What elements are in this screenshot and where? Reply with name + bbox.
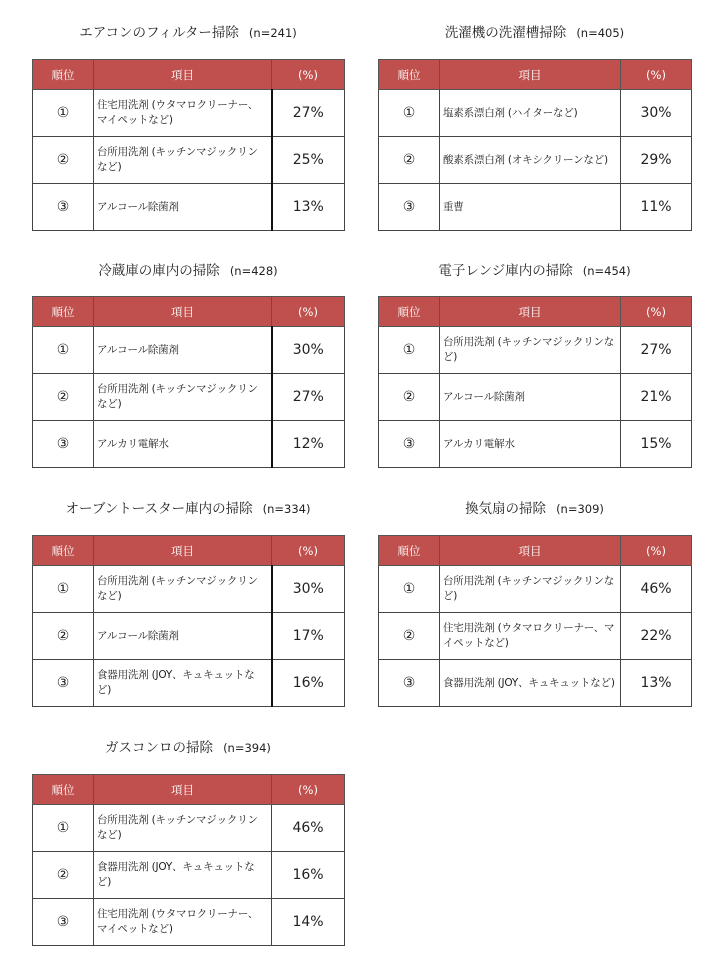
header-row — [379, 536, 692, 566]
percent-cell: 30% — [272, 327, 345, 374]
item-cell: 住宅用洗剤 (ウタマロクリーナー、マイペットなど) — [94, 899, 272, 946]
ranking-block-gas-stove — [32, 737, 344, 951]
percent-cell: 30% — [272, 566, 345, 613]
table-row — [33, 613, 345, 660]
header-item: 項目 — [94, 775, 272, 805]
sample-size: (n=454) — [582, 264, 631, 278]
header-rank: 順位 — [379, 297, 440, 327]
header-pct: (%) — [272, 60, 345, 90]
rank-cell: ① — [379, 566, 440, 613]
percent-cell: 15% — [621, 421, 692, 468]
item-cell: 住宅用洗剤 (ウタマロクリーナー、マイペットなど) — [94, 90, 272, 137]
item-cell: アルコール除菌剤 — [94, 613, 272, 660]
header-pct: (%) — [621, 297, 692, 327]
percent-cell: 11% — [621, 184, 692, 231]
table-row — [33, 566, 345, 613]
header-row — [33, 536, 345, 566]
percent-cell: 46% — [272, 805, 345, 852]
sample-size: (n=309) — [556, 502, 604, 516]
ranking-block-microwave — [378, 260, 691, 472]
item-cell: アルコール除菌剤 — [94, 327, 272, 374]
percent-cell: 14% — [272, 899, 345, 946]
table-row — [379, 90, 692, 137]
header-row — [33, 60, 345, 90]
rank-cell: ③ — [33, 421, 94, 468]
percent-cell: 25% — [272, 137, 345, 184]
header-rank: 順位 — [379, 60, 440, 90]
header-pct: (%) — [272, 775, 345, 805]
table-row — [379, 327, 692, 374]
percent-cell: 27% — [272, 90, 345, 137]
title-text: 換気扇の掃除 — [465, 501, 547, 517]
percent-cell: 17% — [272, 613, 345, 660]
header-item: 項目 — [440, 60, 621, 90]
percent-cell: 12% — [272, 421, 345, 468]
table-row — [379, 137, 692, 184]
block-title — [32, 737, 344, 759]
percent-cell: 27% — [621, 327, 692, 374]
block-title — [32, 498, 344, 520]
table-row — [33, 660, 345, 707]
rank-cell: ② — [33, 137, 94, 184]
title-text: オーブントースター庫内の掃除 — [65, 501, 253, 517]
percent-cell: 46% — [621, 566, 692, 613]
item-cell: 台所用洗剤 (キッチンマジックリンなど) — [94, 805, 272, 852]
percent-cell: 13% — [621, 660, 692, 707]
table-row — [33, 421, 345, 468]
block-title — [32, 22, 344, 44]
header-rank: 順位 — [33, 60, 94, 90]
rank-cell: ① — [33, 805, 94, 852]
ranking-block-fridge — [32, 260, 344, 470]
percent-cell: 30% — [621, 90, 692, 137]
rank-cell: ② — [379, 374, 440, 421]
table-row — [379, 184, 692, 231]
item-cell: 台所用洗剤 (キッチンマジックリンなど) — [94, 137, 272, 184]
ranking-table — [32, 774, 345, 946]
title-text: 電子レンジ庫内の掃除 — [438, 263, 573, 279]
table-row — [33, 184, 345, 231]
title-text: 洗濯機の洗濯槽掃除 — [444, 25, 567, 41]
ranking-block-washing-machine — [378, 22, 691, 236]
item-cell: 食器用洗剤 (JOY、キュキュットなど) — [94, 852, 272, 899]
table-row — [33, 90, 345, 137]
header-pct: (%) — [272, 536, 345, 566]
sample-size: (n=241) — [248, 26, 297, 40]
table-row — [33, 805, 345, 852]
ranking-table — [32, 59, 345, 231]
table-row — [33, 852, 345, 899]
header-rank: 順位 — [379, 536, 440, 566]
header-item: 項目 — [94, 297, 272, 327]
block-title — [378, 260, 691, 282]
percent-cell: 16% — [272, 660, 345, 707]
rank-cell: ① — [379, 327, 440, 374]
ranking-table — [32, 535, 345, 707]
block-title — [378, 498, 691, 520]
header-row — [379, 297, 692, 327]
header-rank: 順位 — [33, 775, 94, 805]
block-title — [378, 22, 691, 44]
rank-cell: ② — [33, 374, 94, 421]
item-cell: 酸素系漂白剤 (オキシクリーンなど) — [440, 137, 621, 184]
header-row — [33, 297, 345, 327]
ranking-table — [32, 296, 345, 468]
table-row — [33, 899, 345, 946]
ranking-block-aircon-filter — [32, 22, 344, 232]
ranking-block-range-hood — [378, 498, 691, 710]
percent-cell: 13% — [272, 184, 345, 231]
title-text: エアコンのフィルター掃除 — [79, 25, 239, 41]
header-item: 項目 — [440, 297, 621, 327]
item-cell: 住宅用洗剤 (ウタマロクリーナー、マイペットなど) — [440, 613, 621, 660]
item-cell: アルカリ電解水 — [94, 421, 272, 468]
percent-cell: 16% — [272, 852, 345, 899]
table-row — [379, 566, 692, 613]
sample-size: (n=428) — [229, 264, 278, 278]
header-item: 項目 — [94, 536, 272, 566]
percent-cell: 22% — [621, 613, 692, 660]
item-cell: 台所用洗剤 (キッチンマジックリンなど) — [440, 327, 621, 374]
sample-size: (n=394) — [223, 741, 271, 755]
rank-cell: ③ — [33, 899, 94, 946]
rank-cell: ① — [33, 327, 94, 374]
sample-size: (n=405) — [576, 26, 625, 40]
header-item: 項目 — [94, 60, 272, 90]
sample-size: (n=334) — [262, 502, 311, 516]
item-cell: 台所用洗剤 (キッチンマジックリンなど) — [94, 566, 272, 613]
item-cell: 重曹 — [440, 184, 621, 231]
rank-cell: ① — [33, 566, 94, 613]
table-row — [33, 374, 345, 421]
table-row — [379, 421, 692, 468]
header-item: 項目 — [440, 536, 621, 566]
rank-cell: ② — [379, 137, 440, 184]
rank-cell: ① — [33, 90, 94, 137]
item-cell: アルコール除菌剤 — [440, 374, 621, 421]
item-cell: アルカリ電解水 — [440, 421, 621, 468]
title-text: 冷蔵庫の庫内の掃除 — [98, 263, 220, 279]
percent-cell: 21% — [621, 374, 692, 421]
header-rank: 順位 — [33, 297, 94, 327]
rank-cell: ③ — [379, 184, 440, 231]
percent-cell: 27% — [272, 374, 345, 421]
ranking-table — [378, 59, 692, 231]
table-row — [33, 327, 345, 374]
rank-cell: ③ — [379, 421, 440, 468]
item-cell: 食器用洗剤 (JOY、キュキュットなど) — [440, 660, 621, 707]
ranking-block-toaster-oven — [32, 498, 344, 710]
item-cell: 台所用洗剤 (キッチンマジックリンなど) — [94, 374, 272, 421]
table-row — [379, 374, 692, 421]
header-rank: 順位 — [33, 536, 94, 566]
table-row — [379, 613, 692, 660]
rank-cell: ① — [379, 90, 440, 137]
rank-cell: ② — [379, 613, 440, 660]
rank-cell: ③ — [379, 660, 440, 707]
rank-cell: ③ — [33, 660, 94, 707]
title-text: ガスコンロの掃除 — [105, 740, 214, 756]
rank-cell: ③ — [33, 184, 94, 231]
rank-cell: ② — [33, 852, 94, 899]
item-cell: 塩素系漂白剤 (ハイターなど) — [440, 90, 621, 137]
block-title — [32, 260, 344, 282]
item-cell: 食器用洗剤 (JOY、キュキュットなど) — [94, 660, 272, 707]
percent-cell: 29% — [621, 137, 692, 184]
rank-cell: ② — [33, 613, 94, 660]
item-cell: アルコール除菌剤 — [94, 184, 272, 231]
item-cell: 台所用洗剤 (キッチンマジックリンなど) — [440, 566, 621, 613]
header-pct: (%) — [272, 297, 345, 327]
header-pct: (%) — [621, 536, 692, 566]
header-row — [379, 60, 692, 90]
header-row — [33, 775, 345, 805]
ranking-table — [378, 535, 692, 707]
ranking-table — [378, 296, 692, 468]
header-pct: (%) — [621, 60, 692, 90]
table-row — [379, 660, 692, 707]
table-row — [33, 137, 345, 184]
